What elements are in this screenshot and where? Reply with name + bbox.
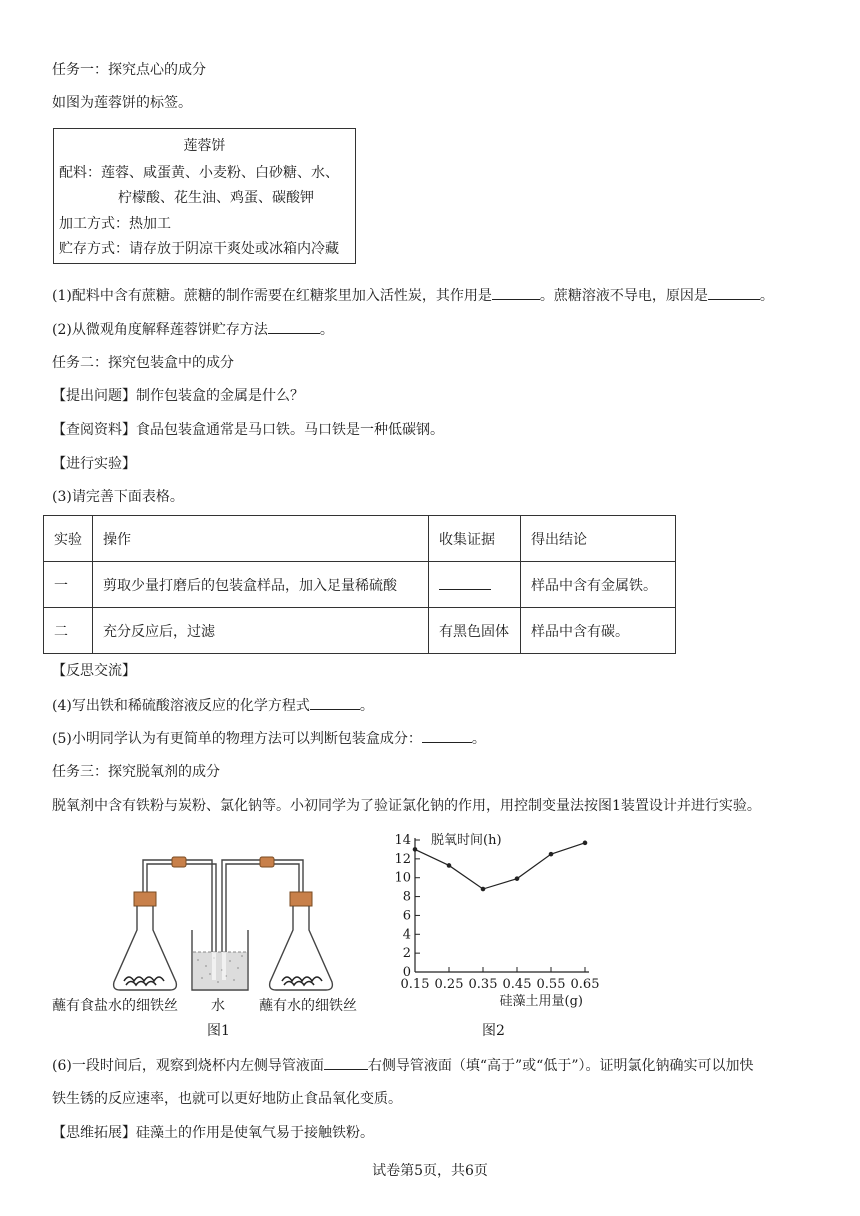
page-footer: 试卷第5页，共6页	[372, 1163, 488, 1179]
table-cell: 一	[44, 562, 93, 608]
label-processing: 加工方式：热加工	[59, 216, 171, 232]
apparatus-figure	[110, 830, 360, 998]
y-tick-label: 14	[394, 833, 411, 848]
header-cell: 得出结论	[521, 516, 676, 562]
y-tick-label: 4	[402, 927, 411, 943]
table-header-row	[44, 516, 676, 562]
fig2-caption: 图2	[482, 1023, 505, 1039]
table-row	[44, 608, 676, 654]
y-tick-label: 10	[394, 870, 411, 886]
task2-reference: 【查阅资料】食品包装盒通常是马口铁。马口铁是一种低碳钢。	[52, 422, 444, 438]
fig1-caption: 图1	[207, 1023, 230, 1039]
answer-blank-3[interactable]	[439, 575, 491, 590]
y-tick-label: 2	[402, 946, 411, 962]
experiment-table	[43, 515, 676, 654]
fig1-left-label: 蘸有食盐水的细铁丝	[52, 998, 178, 1014]
y-tick-label: 8	[402, 889, 411, 905]
question-6-line1: (6)一段时间后，观察到烧杯内左侧导管液面 右侧导管液面（填“高于”或“低于”）。证明氯化钠确实可以加快	[52, 1055, 753, 1076]
x-tick-label: 0.55	[536, 977, 566, 992]
x-tick-label: 0.65	[570, 977, 600, 992]
answer-blank-1a[interactable]	[492, 285, 540, 300]
y-tick-label: 12	[394, 851, 411, 867]
label-storage: 贮存方式：请存放于阴凉干爽处或冰箱内冷藏	[59, 241, 339, 257]
data-point	[583, 841, 588, 846]
rubber-joint-icon	[260, 857, 274, 867]
right-flask-icon	[270, 892, 333, 990]
question-6-line2: 铁生锈的反应速率，也就可以更好地防止食品氧化变质。	[52, 1091, 402, 1107]
beaker-icon	[192, 930, 248, 990]
left-flask-icon	[114, 892, 177, 990]
table-cell-blank[interactable]	[429, 562, 521, 608]
task3-heading: 任务三：探究脱氧剂的成分	[52, 764, 220, 780]
table-row	[44, 562, 676, 608]
table-cell: 充分反应后，过滤	[93, 608, 429, 654]
answer-blank-6[interactable]	[324, 1055, 368, 1070]
fig1-middle-label: 水	[211, 998, 225, 1014]
header-cell: 收集证据	[429, 516, 521, 562]
rubber-joint-icon	[172, 857, 186, 867]
x-tick-label: 0.35	[468, 977, 498, 992]
answer-blank-2[interactable]	[268, 319, 320, 334]
series-line	[415, 843, 585, 889]
data-point	[447, 863, 452, 868]
question-1: (1)配料中含有蔗糖。蔗糖的制作需要在红糖浆里加入活性炭，其作用是 。蔗糖溶液不导电，原因是 。	[52, 285, 774, 306]
x-axis-label: 硅藻土用量(g)	[499, 994, 583, 1009]
table-cell: 样品中含有金属铁。	[521, 562, 676, 608]
data-point	[549, 852, 554, 857]
answer-blank-1b[interactable]	[708, 285, 760, 300]
header-cell: 实验	[44, 516, 93, 562]
table-cell: 样品中含有碳。	[521, 608, 676, 654]
product-label	[53, 128, 356, 264]
fig1-right-label: 蘸有水的细铁丝	[259, 998, 357, 1014]
task2-heading: 任务二：探究包装盒中的成分	[52, 355, 234, 371]
data-point	[413, 847, 418, 852]
answer-blank-4[interactable]	[310, 695, 360, 710]
y-axis-label: 脱氧时间(h)	[431, 833, 502, 848]
header-cell: 操作	[93, 516, 429, 562]
table-cell: 剪取少量打磨后的包装盒样品，加入足量稀硫酸	[93, 562, 429, 608]
question-4: (4)写出铁和稀硫酸溶液反应的化学方程式 。	[52, 695, 374, 716]
task2-reflection: 【反思交流】	[52, 663, 136, 679]
x-tick-label: 0.15	[400, 977, 430, 992]
data-point	[481, 887, 486, 892]
deoxidation-chart	[385, 826, 605, 1011]
table-cell: 有黑色固体	[429, 608, 521, 654]
task1-heading: 任务一：探究点心的成分	[52, 62, 206, 78]
task3-intro: 脱氧剂中含有铁粉与炭粉、氯化钠等。小初同学为了验证氯化钠的作用，用控制变量法按图1装置设计并进行实验。	[52, 798, 761, 814]
answer-blank-5[interactable]	[422, 728, 472, 743]
label-ingredients-2: 柠檬酸、花生油、鸡蛋、碳酸钾	[118, 190, 314, 206]
task2-experiment: 【进行实验】	[52, 456, 136, 472]
question-3: (3)请完善下面表格。	[52, 489, 184, 505]
task1-intro: 如图为莲蓉饼的标签。	[52, 95, 192, 111]
x-tick-label: 0.25	[434, 977, 464, 992]
task2-question: 【提出问题】制作包装盒的金属是什么？	[52, 388, 304, 404]
data-point	[515, 876, 520, 881]
label-ingredients-1: 配料：莲蓉、咸蛋黄、小麦粉、白砂糖、水、	[59, 165, 339, 181]
label-title: 莲蓉饼	[183, 138, 226, 154]
question-2: (2)从微观角度解释莲蓉饼贮存方法 。	[52, 319, 334, 340]
x-tick-label: 0.45	[502, 977, 532, 992]
question-5: (5)小明同学认为有更简单的物理方法可以判断包装盒成分： 。	[52, 728, 486, 749]
task3-extension: 【思维拓展】硅藻土的作用是使氧气易于接触铁粉。	[52, 1125, 374, 1141]
y-tick-label: 0	[402, 965, 411, 980]
table-cell: 二	[44, 608, 93, 654]
y-tick-label: 6	[402, 908, 411, 924]
